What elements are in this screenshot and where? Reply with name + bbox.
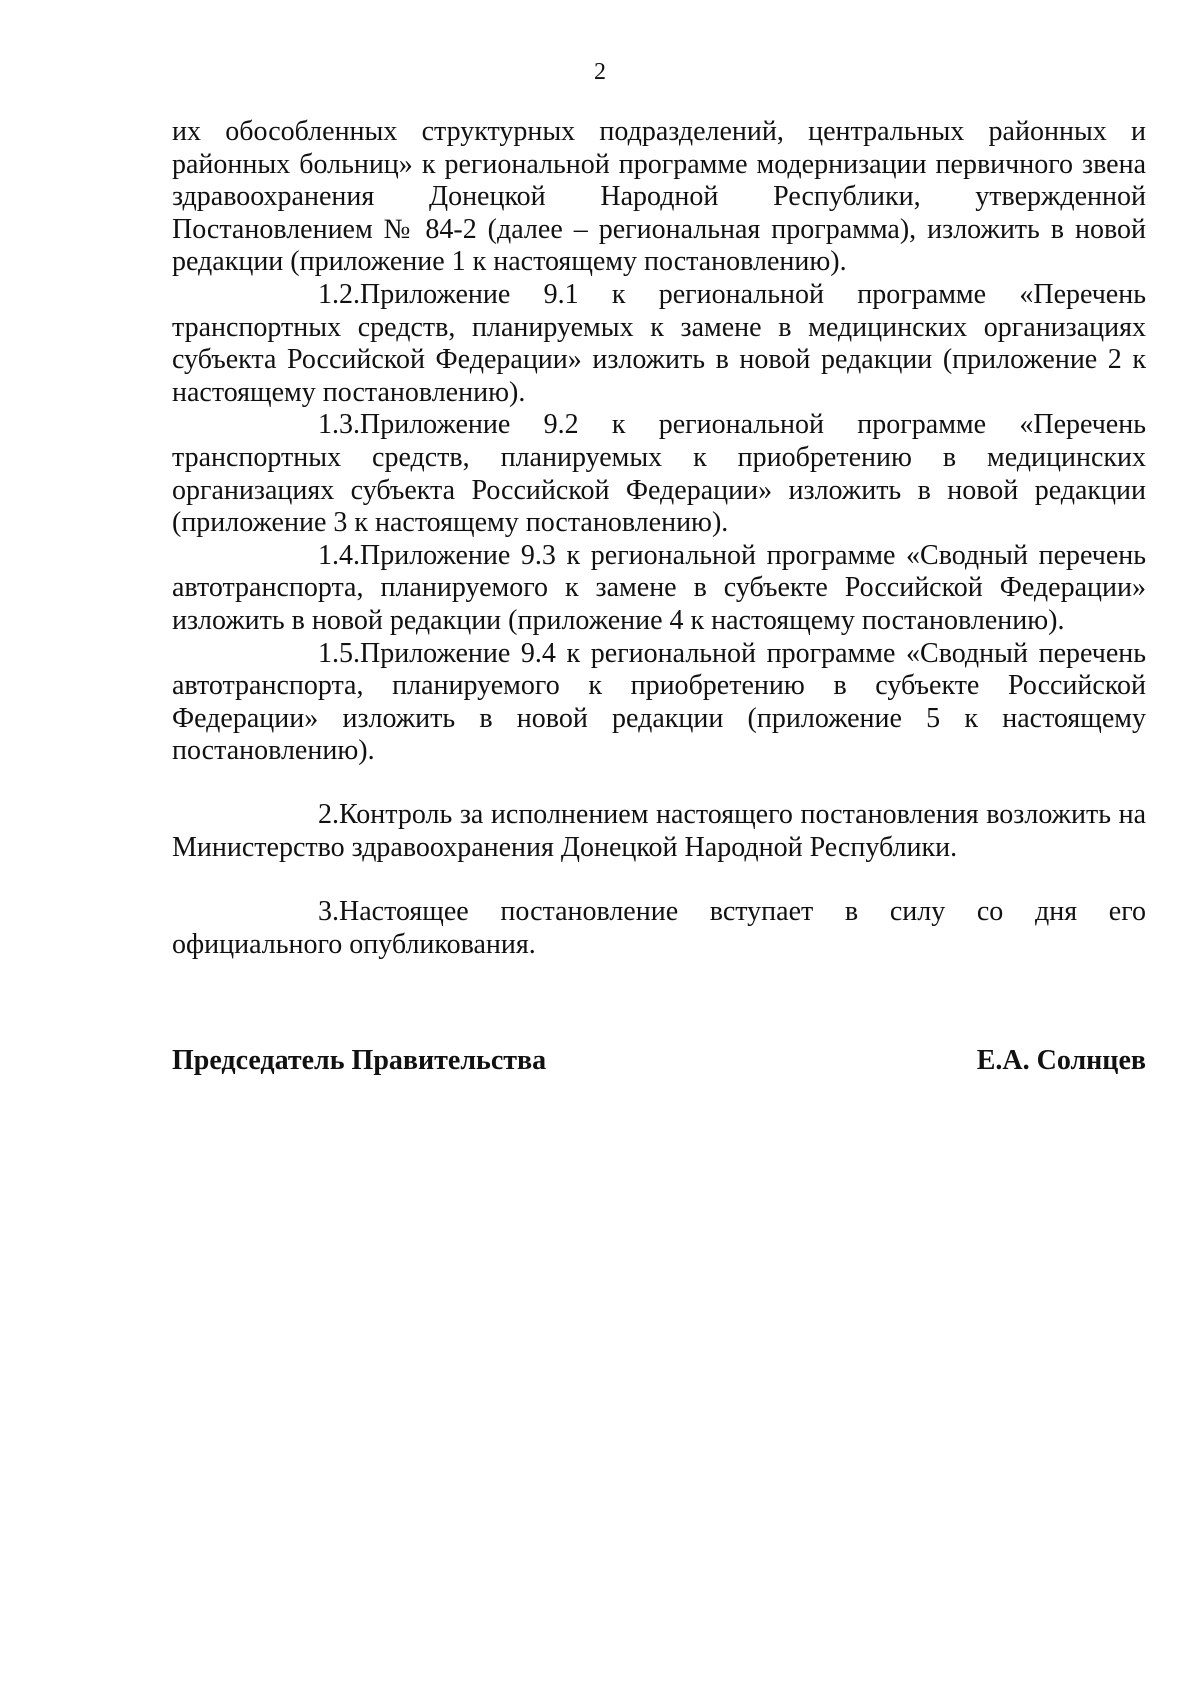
- page-number: 2: [594, 59, 606, 85]
- paragraph-number: 1.4.: [318, 539, 360, 571]
- paragraph-number: 1.2.: [318, 278, 360, 310]
- effective-date-section: [172, 896, 1146, 961]
- paragraph-1-5: [172, 638, 1146, 768]
- signature-block: [172, 1045, 1146, 1077]
- paragraph-number: 1.3.: [318, 409, 360, 441]
- paragraph-1-2: [172, 279, 1146, 409]
- control-section: [172, 799, 1146, 864]
- paragraph-number: 2.: [318, 799, 339, 830]
- signatory-name: Е.А. Солнцев: [976, 1045, 1146, 1076]
- paragraph-3: [172, 896, 1146, 961]
- paragraph-text: Контроль за исполнением настоящего постановления возложить на Министерство здравоохранения Донецкой Народной Республики.: [172, 799, 1146, 863]
- paragraph-1-4: [172, 540, 1146, 638]
- paragraph-2: [172, 799, 1146, 864]
- paragraph-text: Настоящее постановление вступает в силу со дня его официального опубликования.: [172, 896, 1146, 960]
- paragraph-number: 3.: [318, 896, 339, 927]
- amendments-section: [172, 116, 1146, 768]
- paragraph-1-3: [172, 409, 1146, 539]
- paragraph-number: 1.5.: [318, 637, 360, 669]
- signatory-position: Председатель Правительства: [172, 1045, 547, 1076]
- paragraph-text: Приложение 9.3 к региональной программе «Сводный перечень автотранспорта, планируемого к замене в субъекте Российской Федерации» изложить в новой редакции (приложение 4 к настоящему постановлению).: [172, 539, 1146, 636]
- paragraph-text: Приложение 9.1 к региональной программе «Перечень транспортных средств, планируемых к замене в медицинских организациях субъекта Российской Федерации» изложить в новой редакции (приложение 2 к настоящему постановлению).: [172, 278, 1146, 408]
- paragraph-continuation: их обособленных структурных подразделений, центральных районных и районных больниц» к региональной программе модернизации первичного звена здравоохранения Донецкой Народной Республики, утвержденной Постановлением № 84-2 (далее – региональная программа), изложить в новой редакции (приложение 1 к настоящему постановлению).: [172, 116, 1146, 278]
- paragraph-text: Приложение 9.2 к региональной программе «Перечень транспортных средств, планируемых к приобретению в медицинских организациях субъекта Российской Федерации» изложить в новой редакции (приложение 3 к настоящему постановлению).: [172, 409, 1146, 539]
- paragraph-text: Приложение 9.4 к региональной программе «Сводный перечень автотранспорта, планируемого к приобретению в субъекте Российской Федерации» изложить в новой редакции (приложение 5 к настоящему постановлению).: [172, 637, 1146, 767]
